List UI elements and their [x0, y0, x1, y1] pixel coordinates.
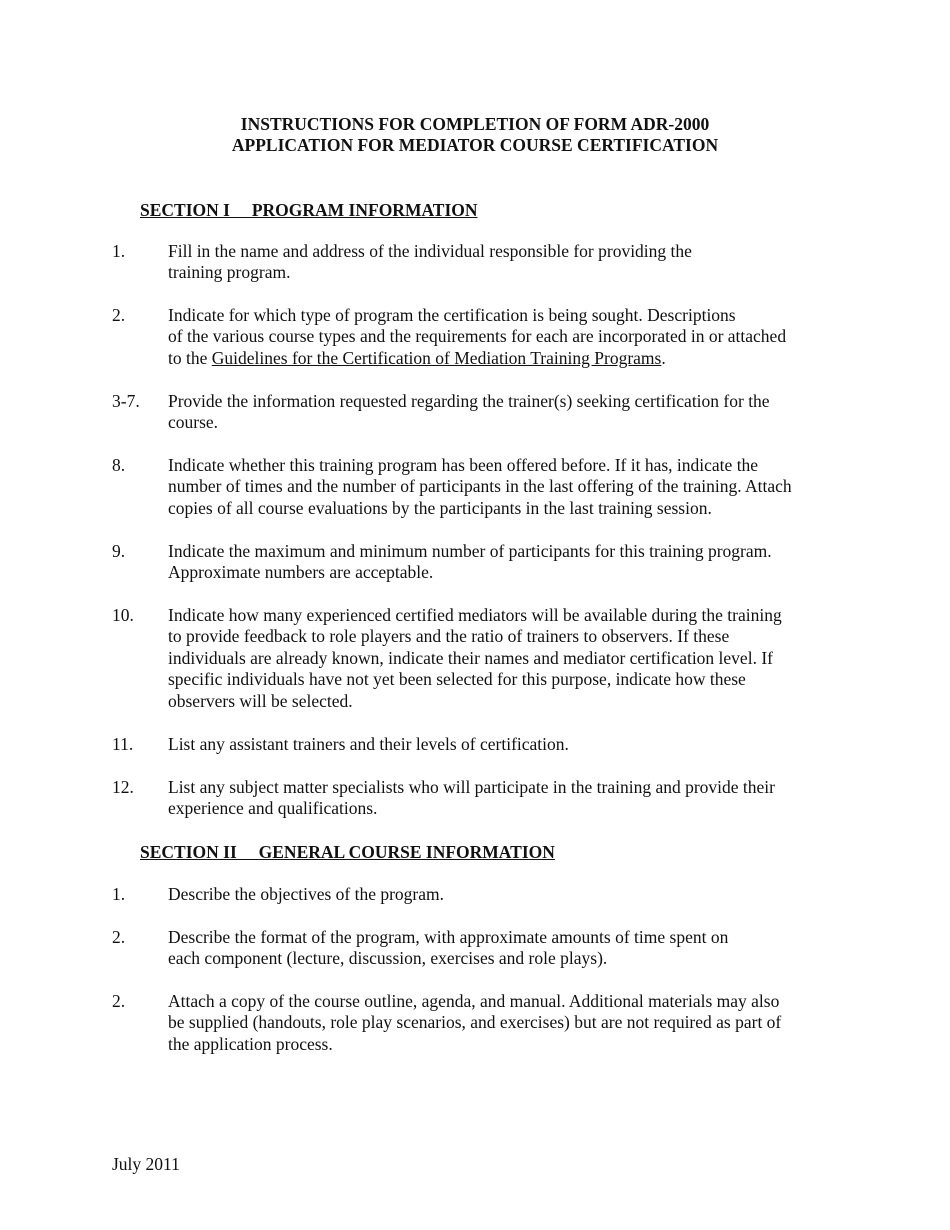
item-line: of the various course types and the requirements for each are incorporated in or attached: [168, 326, 787, 347]
section-1-heading: SECTION I PROGRAM INFORMATION: [140, 200, 478, 220]
item-text: [168, 455, 852, 519]
item-line: List any subject matter specialists who will participate in the training and provide their: [168, 777, 775, 797]
item-text: [168, 305, 852, 369]
item-line: individuals are already known, indicate their names and mediator certification level. If: [168, 647, 773, 668]
item-number: 3-7.: [112, 391, 140, 411]
item-number: 1.: [112, 241, 126, 261]
item-line-suffix: .: [661, 347, 666, 368]
item-line: number of times and the number of participants in the last offering of the training. Attach: [168, 476, 792, 497]
item-line: Indicate the maximum and minimum number of participants for this training program.: [168, 541, 772, 561]
item-number: 9.: [112, 541, 126, 561]
item-text: [168, 884, 852, 905]
item-line: Fill in the name and address of the individual responsible for providing the: [168, 241, 692, 261]
item-number: 12.: [112, 777, 134, 797]
item-text: [168, 541, 852, 584]
item-line: be supplied (handouts, role play scenarios, and exercises) but are not required as part of: [168, 1012, 782, 1033]
item-line: Attach a copy of the course outline, agenda, and manual. Additional materials may also: [168, 991, 780, 1011]
item-number: 2.: [112, 991, 126, 1011]
document-title-line-1: INSTRUCTIONS FOR COMPLETION OF FORM ADR-2000: [240, 114, 710, 134]
item-line: each component (lecture, discussion, exercises and role plays).: [168, 948, 608, 969]
item-line-prefix: to the: [168, 347, 212, 368]
item-line: Describe the objectives of the program.: [168, 884, 445, 904]
item-number: 10.: [112, 605, 134, 625]
item-line: List any assistant trainers and their levels of certification.: [168, 734, 569, 754]
item-text: [168, 391, 852, 434]
section-2-heading: SECTION II GENERAL COURSE INFORMATION: [140, 842, 555, 862]
item-line-with-link: [168, 348, 852, 369]
item-line: Describe the format of the program, with approximate amounts of time spent on: [168, 927, 729, 947]
item-line: Indicate whether this training program has been offered before. If it has, indicate the: [168, 455, 759, 475]
footer-date: July 2011: [112, 1154, 180, 1174]
document-title-line-2: APPLICATION FOR MEDIATOR COURSE CERTIFICATION: [231, 135, 719, 155]
item-text: [168, 991, 852, 1055]
item-line: Indicate for which type of program the certification is being sought. Descriptions: [168, 305, 736, 325]
item-number: 1.: [112, 884, 126, 904]
item-line: observers will be selected.: [168, 690, 353, 711]
item-text: [168, 241, 852, 284]
item-number: 8.: [112, 455, 126, 475]
item-text: [168, 734, 852, 755]
item-text: [168, 927, 852, 970]
item-line: experience and qualifications.: [168, 798, 378, 819]
item-line: the application process.: [168, 1033, 333, 1054]
item-line: copies of all course evaluations by the participants in the last training session.: [168, 497, 712, 518]
item-line: specific individuals have not yet been selected for this purpose, indicate how these: [168, 669, 746, 690]
item-number: 2.: [112, 927, 126, 947]
item-number: 2.: [112, 305, 126, 325]
item-number: 11.: [112, 734, 134, 754]
item-line: course.: [168, 412, 219, 433]
guidelines-reference: Guidelines for the Certification of Mediation Training Programs: [211, 347, 662, 368]
item-line: to provide feedback to role players and the ratio of trainers to observers. If these: [168, 626, 730, 647]
item-line: Approximate numbers are acceptable.: [168, 562, 434, 583]
item-line: training program.: [168, 262, 291, 283]
item-line: Provide the information requested regarding the trainer(s) seeking certification for the: [168, 391, 770, 411]
item-text: [168, 777, 852, 820]
item-text: [168, 605, 852, 712]
item-line: Indicate how many experienced certified mediators will be available during the training: [168, 605, 782, 625]
